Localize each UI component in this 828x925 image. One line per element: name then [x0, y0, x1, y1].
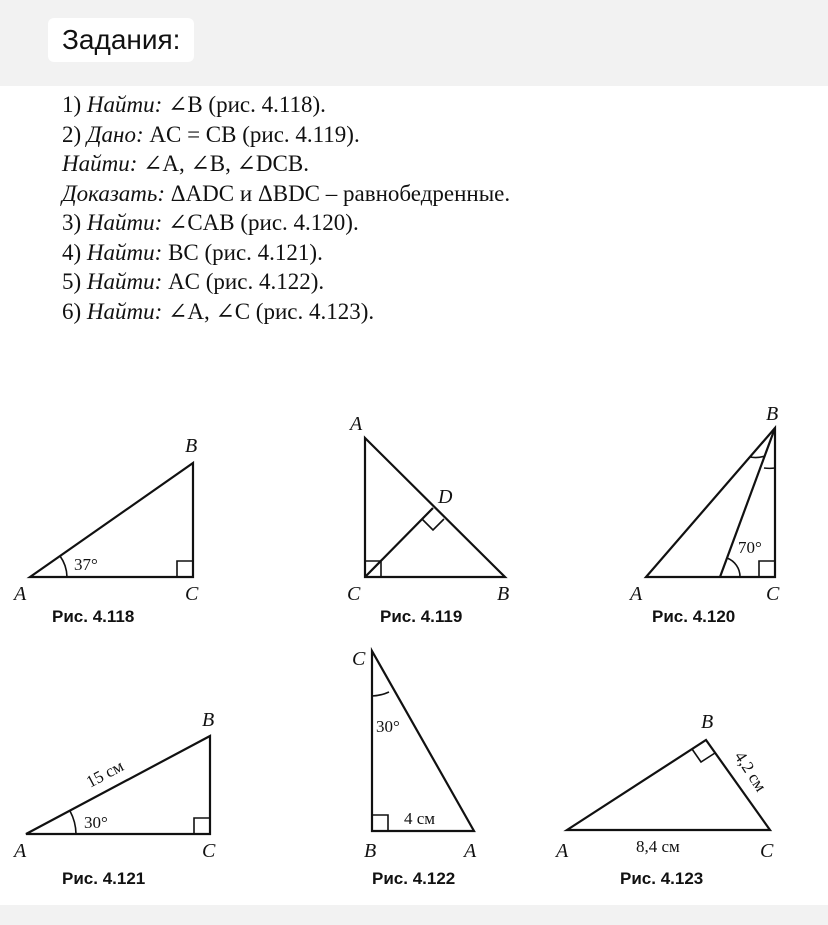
vertex-label-d: D — [438, 486, 453, 508]
vertex-label-c: C — [202, 840, 216, 862]
vertex-label-a: A — [350, 413, 363, 435]
vertex-label-a: A — [14, 583, 27, 605]
task-verb: Найти: — [86, 298, 163, 324]
triangle-121 — [26, 736, 210, 834]
angle-arc — [60, 556, 67, 577]
task-number: 6) — [62, 298, 82, 324]
figure-caption: Рис. 4.120 — [652, 607, 736, 626]
page-title: Задания: — [48, 18, 194, 62]
right-angle-mark — [177, 561, 193, 577]
right-angle-mark — [194, 818, 210, 834]
figure-caption: Рис. 4.118 — [52, 607, 135, 626]
angle-label: 37° — [74, 555, 98, 574]
angle-arc — [70, 811, 76, 834]
task-verb: Дано: — [86, 121, 144, 147]
task-text: AC (рис. 4.122). — [162, 269, 325, 294]
figure-caption: Рис. 4.119 — [380, 607, 463, 626]
equal-angle-arc-1 — [750, 456, 765, 458]
footer-bar — [0, 905, 828, 925]
task-verb: Найти: — [62, 151, 138, 176]
side-label: 4 см — [404, 809, 436, 828]
angle-label: 30° — [376, 717, 400, 736]
task-text: ΔADC и ΔBDC – равнобедренные. — [165, 180, 511, 206]
figure-4-120 — [628, 403, 780, 626]
vertex-label-b: B — [202, 709, 215, 731]
task-verb: Найти: — [86, 269, 163, 294]
task-number: 2) — [62, 121, 82, 147]
right-angle-mark-d — [422, 519, 444, 530]
task-text: BC (рис. 4.121). — [162, 239, 323, 265]
vertex-label-a: A — [556, 840, 569, 862]
task-verb: Найти: — [86, 210, 163, 235]
vertex-label-c: C — [766, 583, 780, 605]
side-label-bc: 4,2 см — [730, 747, 771, 795]
vertex-label-b: B — [185, 435, 198, 457]
vertex-label-a: A — [464, 840, 477, 862]
vertex-label-c: C — [347, 583, 361, 605]
right-angle-mark — [692, 749, 715, 762]
figure-4-123 — [554, 711, 774, 888]
vertex-label-c: C — [760, 840, 774, 862]
angle-arc — [372, 692, 389, 696]
task-text: ∠A, ∠B, ∠DCB. — [137, 151, 309, 176]
vertex-label-b: B — [364, 840, 377, 862]
vertex-label-c: C — [352, 648, 366, 670]
figure-4-122 — [352, 648, 477, 888]
task-text: ∠A, ∠C (рис. 4.123). — [162, 298, 375, 324]
task-number: 3) — [62, 210, 82, 235]
task-number: 4) — [62, 239, 82, 265]
vertex-label-b: B — [497, 583, 510, 605]
task-text: ∠B (рис. 4.118). — [162, 92, 326, 117]
task-number: 5) — [62, 269, 82, 294]
right-angle-mark — [372, 815, 388, 831]
task-verb: Доказать: — [62, 180, 166, 206]
figure-caption: Рис. 4.122 — [372, 869, 456, 888]
angle-label: 30° — [84, 813, 108, 832]
figure-4-121 — [12, 709, 216, 888]
figure-caption: Рис. 4.123 — [620, 869, 704, 888]
vertex-label-a: A — [630, 583, 643, 605]
task-text: AC = CB (рис. 4.119). — [143, 121, 360, 147]
angle-arc-70 — [727, 558, 740, 577]
figure-caption: Рис. 4.121 — [62, 869, 146, 888]
vertex-label-c: C — [185, 583, 199, 605]
vertex-label-b: B — [701, 711, 714, 733]
task-verb: Найти: — [86, 239, 163, 265]
vertex-label-b: B — [766, 403, 779, 425]
side-label-ac: 8,4 см — [636, 837, 680, 856]
triangle-122 — [372, 651, 474, 831]
figure-4-118 — [12, 435, 199, 626]
height-cd — [365, 508, 433, 577]
triangle-118 — [30, 463, 193, 577]
right-angle-mark — [759, 561, 775, 577]
figure-4-119 — [347, 413, 509, 626]
vertex-label-a: A — [14, 840, 27, 862]
side-label: 15 см — [82, 756, 127, 792]
task-text: ∠CAB (рис. 4.120). — [162, 210, 359, 235]
task-verb: Найти: — [86, 92, 163, 117]
task-number: 1) — [62, 92, 82, 117]
angle-label: 70° — [738, 538, 762, 557]
